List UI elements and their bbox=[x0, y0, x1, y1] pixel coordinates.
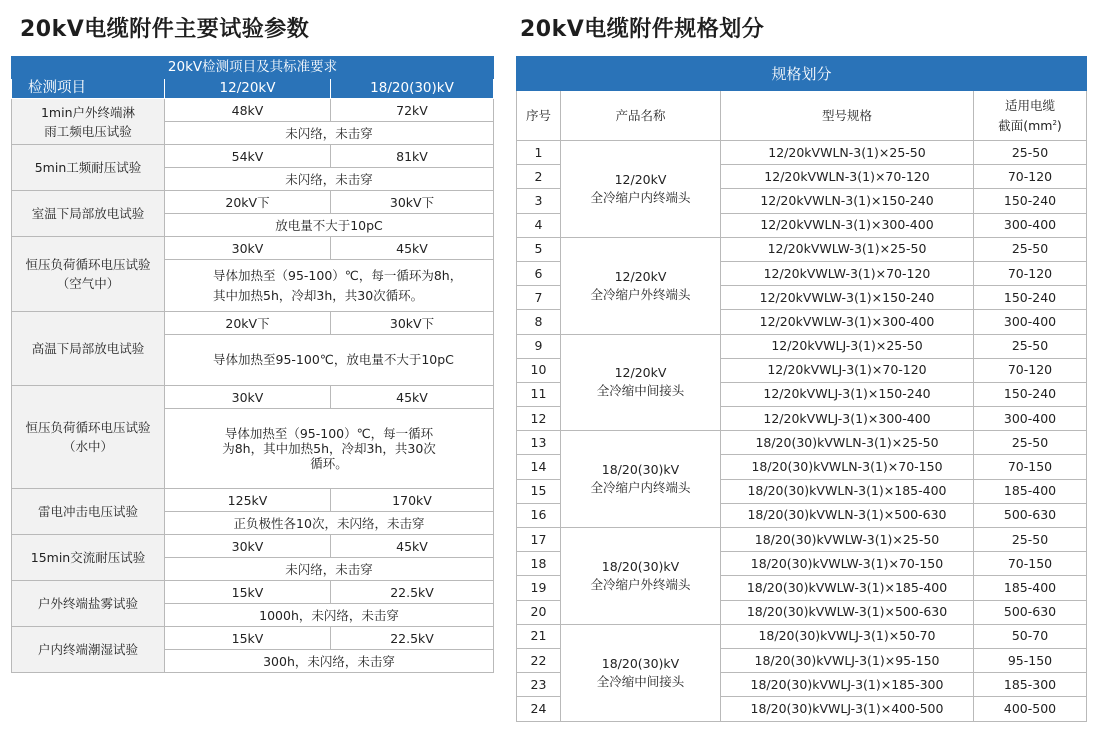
value-18-30kv: 45kV bbox=[331, 237, 494, 260]
text-line: 全冷缩户外终端头 bbox=[590, 286, 691, 302]
value-18-30kv: 170kV bbox=[331, 489, 494, 512]
product-name bbox=[561, 528, 721, 625]
text-line: 室温下局部放电试验 bbox=[31, 206, 145, 221]
section-cell: 300-400 bbox=[974, 213, 1087, 237]
text-line: 适用电缆 bbox=[1005, 97, 1056, 113]
header-row bbox=[517, 91, 1087, 141]
test-name bbox=[12, 312, 165, 386]
text-line: 全冷缩户内终端头 bbox=[590, 480, 691, 496]
seq-cell: 21 bbox=[517, 624, 561, 648]
text-line: 雨工频电压试验 bbox=[44, 123, 132, 139]
column-header: 12/20kV bbox=[165, 79, 331, 99]
caption-row bbox=[517, 57, 1087, 91]
table-row bbox=[517, 237, 1087, 261]
text-line: 正负极性各10次，未闪络，未击穿 bbox=[233, 515, 425, 531]
model-cell: 12/20kVWLN-3(1)×25-50 bbox=[721, 141, 974, 165]
text-line: 1min户外终端淋 bbox=[40, 104, 136, 120]
text-line: 户外终端盐雾试验 bbox=[37, 596, 138, 611]
seq-cell: 3 bbox=[517, 189, 561, 213]
test-name bbox=[12, 191, 165, 237]
seq-cell: 20 bbox=[517, 600, 561, 624]
value-12-20kv: 20kV下 bbox=[165, 312, 331, 335]
value-12-20kv: 15kV bbox=[165, 581, 331, 604]
text-line: 12/20kV bbox=[614, 268, 667, 284]
model-cell: 12/20kVWLN-3(1)×150-240 bbox=[721, 189, 974, 213]
seq-cell: 8 bbox=[517, 310, 561, 334]
text-line: ) bbox=[1056, 117, 1062, 133]
product-name bbox=[561, 431, 721, 528]
table-caption: 20kV检测项目及其标准要求 bbox=[12, 57, 494, 79]
test-name bbox=[12, 581, 165, 627]
table-row bbox=[12, 386, 494, 409]
spec-classification-table bbox=[516, 56, 1087, 722]
table-row bbox=[12, 627, 494, 650]
value-12-20kv: 30kV bbox=[165, 386, 331, 409]
seq-cell: 9 bbox=[517, 334, 561, 358]
value-12-20kv: 30kV bbox=[165, 237, 331, 260]
section-cell: 185-400 bbox=[974, 479, 1087, 503]
product-name bbox=[561, 237, 721, 334]
model-cell: 18/20(30)kVWLW-3(1)×185-400 bbox=[721, 576, 974, 600]
model-cell: 12/20kVWLJ-3(1)×300-400 bbox=[721, 407, 974, 431]
seq-cell: 15 bbox=[517, 479, 561, 503]
text-line: 12/20kV bbox=[614, 365, 667, 381]
column-header-section bbox=[974, 91, 1087, 141]
column-header-product: 产品名称 bbox=[561, 91, 721, 141]
text-line: 循环。 bbox=[310, 456, 348, 471]
model-cell: 18/20(30)kVWLJ-3(1)×185-300 bbox=[721, 673, 974, 697]
text-line: 全冷缩中间接头 bbox=[596, 673, 685, 689]
seq-cell: 16 bbox=[517, 503, 561, 527]
model-cell: 18/20(30)kVWLN-3(1)×185-400 bbox=[721, 479, 974, 503]
requirement-note bbox=[165, 604, 494, 627]
test-name bbox=[12, 99, 165, 145]
text-line: 未闪络，未击穿 bbox=[285, 125, 373, 141]
text-line: 12/20kV bbox=[614, 171, 667, 187]
value-12-20kv: 54kV bbox=[165, 145, 331, 168]
model-cell: 18/20(30)kVWLJ-3(1)×50-70 bbox=[721, 624, 974, 648]
requirement-note bbox=[165, 214, 494, 237]
section-cell: 50-70 bbox=[974, 624, 1087, 648]
section-cell: 400-500 bbox=[974, 697, 1087, 721]
section-cell: 150-240 bbox=[974, 189, 1087, 213]
table-row bbox=[517, 624, 1087, 648]
caption-row bbox=[12, 57, 494, 79]
seq-cell: 10 bbox=[517, 358, 561, 382]
section-cell: 500-630 bbox=[974, 600, 1087, 624]
seq-cell: 17 bbox=[517, 528, 561, 552]
value-18-30kv: 45kV bbox=[331, 535, 494, 558]
seq-cell: 7 bbox=[517, 286, 561, 310]
seq-cell: 19 bbox=[517, 576, 561, 600]
table-caption: 规格划分 bbox=[517, 57, 1087, 91]
table-row bbox=[12, 489, 494, 512]
requirement-note bbox=[165, 122, 494, 145]
text-line: （水中） bbox=[62, 439, 113, 454]
seq-cell: 24 bbox=[517, 697, 561, 721]
test-name bbox=[12, 535, 165, 581]
text-line: 全冷缩户内终端头 bbox=[590, 189, 691, 205]
seq-cell: 2 bbox=[517, 165, 561, 189]
product-name bbox=[561, 141, 721, 238]
model-cell: 18/20(30)kVWLN-3(1)×70-150 bbox=[721, 455, 974, 479]
section-cell: 70-120 bbox=[974, 358, 1087, 382]
text-line: 18/20(30)kV bbox=[601, 462, 680, 478]
text-line: 未闪络，未击穿 bbox=[285, 561, 373, 577]
text-line: 300h，未闪络，未击穿 bbox=[263, 653, 395, 669]
seq-cell: 14 bbox=[517, 455, 561, 479]
column-header: 18/20(30)kV bbox=[331, 79, 494, 99]
value-18-30kv: 81kV bbox=[331, 145, 494, 168]
model-cell: 18/20(30)kVWLJ-3(1)×400-500 bbox=[721, 697, 974, 721]
text-line: 为8h，其中加热5h，冷却3h，共30次 bbox=[222, 441, 436, 456]
value-12-20kv: 48kV bbox=[165, 99, 331, 122]
header-row bbox=[12, 79, 494, 99]
section-cell: 25-50 bbox=[974, 528, 1087, 552]
table-row bbox=[12, 535, 494, 558]
table-row bbox=[12, 312, 494, 335]
text-line: 高温下局部放电试验 bbox=[31, 341, 145, 356]
column-header-seq: 序号 bbox=[517, 91, 561, 141]
model-cell: 12/20kVWLJ-3(1)×70-120 bbox=[721, 358, 974, 382]
section-cell: 300-400 bbox=[974, 310, 1087, 334]
requirement-note bbox=[165, 260, 494, 312]
test-parameters-table bbox=[11, 56, 494, 673]
model-cell: 18/20(30)kVWLW-3(1)×70-150 bbox=[721, 552, 974, 576]
table-row bbox=[12, 99, 494, 122]
model-cell: 12/20kVWLJ-3(1)×25-50 bbox=[721, 334, 974, 358]
requirement-note bbox=[165, 409, 494, 489]
value-12-20kv: 20kV下 bbox=[165, 191, 331, 214]
seq-cell: 23 bbox=[517, 673, 561, 697]
table-row bbox=[517, 431, 1087, 455]
value-18-30kv: 22.5kV bbox=[331, 627, 494, 650]
table-row bbox=[12, 145, 494, 168]
left-heading: 20kV电缆附件主要试验参数 bbox=[20, 17, 310, 42]
value-12-20kv: 30kV bbox=[165, 535, 331, 558]
model-cell: 12/20kVWLW-3(1)×150-240 bbox=[721, 286, 974, 310]
section-cell: 70-150 bbox=[974, 455, 1087, 479]
table-row bbox=[517, 334, 1087, 358]
seq-cell: 12 bbox=[517, 407, 561, 431]
section-cell: 150-240 bbox=[974, 286, 1087, 310]
text-line: 放电量不大于10pC bbox=[275, 217, 383, 233]
seq-cell: 13 bbox=[517, 431, 561, 455]
section-cell: 300-400 bbox=[974, 407, 1087, 431]
requirement-note bbox=[165, 335, 494, 386]
requirement-note bbox=[165, 558, 494, 581]
text-line: 导体加热至95-100℃，放电量不大于10pC bbox=[213, 352, 454, 367]
column-header: 检测项目 bbox=[12, 79, 165, 99]
section-cell: 25-50 bbox=[974, 237, 1087, 261]
right-heading: 20kV电缆附件规格划分 bbox=[520, 17, 765, 42]
model-cell: 18/20(30)kVWLN-3(1)×25-50 bbox=[721, 431, 974, 455]
requirement-note bbox=[165, 512, 494, 535]
test-name bbox=[12, 489, 165, 535]
text-line: 未闪络，未击穿 bbox=[285, 171, 373, 187]
seq-cell: 6 bbox=[517, 261, 561, 285]
seq-cell: 22 bbox=[517, 648, 561, 672]
model-cell: 12/20kVWLW-3(1)×25-50 bbox=[721, 237, 974, 261]
model-cell: 12/20kVWLW-3(1)×300-400 bbox=[721, 310, 974, 334]
model-cell: 12/20kVWLW-3(1)×70-120 bbox=[721, 261, 974, 285]
model-cell: 18/20(30)kVWLN-3(1)×500-630 bbox=[721, 503, 974, 527]
seq-cell: 5 bbox=[517, 237, 561, 261]
section-cell: 25-50 bbox=[974, 141, 1087, 165]
section-cell: 70-150 bbox=[974, 552, 1087, 576]
section-cell: 70-120 bbox=[974, 261, 1087, 285]
seq-cell: 18 bbox=[517, 552, 561, 576]
test-name bbox=[12, 237, 165, 312]
superscript: 2 bbox=[1052, 118, 1057, 127]
section-cell: 70-120 bbox=[974, 165, 1087, 189]
value-12-20kv: 125kV bbox=[165, 489, 331, 512]
text-line: 导体加热至（95-100）℃，每一循环为8h， bbox=[213, 267, 463, 283]
model-cell: 18/20(30)kVWLW-3(1)×25-50 bbox=[721, 528, 974, 552]
value-18-30kv: 72kV bbox=[331, 99, 494, 122]
model-cell: 18/20(30)kVWLJ-3(1)×95-150 bbox=[721, 648, 974, 672]
column-header-model: 型号规格 bbox=[721, 91, 974, 141]
text-line: （空气中） bbox=[56, 276, 120, 291]
section-cell: 150-240 bbox=[974, 382, 1087, 406]
text-line: 其中加热5h，冷却3h，共30次循环。 bbox=[213, 287, 424, 303]
section-cell: 25-50 bbox=[974, 431, 1087, 455]
section-cell: 25-50 bbox=[974, 334, 1087, 358]
seq-cell: 4 bbox=[517, 213, 561, 237]
value-18-30kv: 30kV下 bbox=[331, 191, 494, 214]
table-row bbox=[517, 141, 1087, 165]
text-line: 全冷缩中间接头 bbox=[596, 383, 685, 399]
product-name bbox=[561, 624, 721, 721]
requirement-note bbox=[165, 168, 494, 191]
table-row bbox=[12, 237, 494, 260]
text-line: 截面(mm bbox=[998, 117, 1053, 133]
product-name bbox=[561, 334, 721, 431]
section-cell: 185-400 bbox=[974, 576, 1087, 600]
table-row bbox=[517, 528, 1087, 552]
text-line: 15min交流耐压试验 bbox=[30, 550, 146, 565]
test-name bbox=[12, 627, 165, 673]
text-line: 18/20(30)kV bbox=[601, 558, 680, 574]
test-name bbox=[12, 386, 165, 489]
value-18-30kv: 22.5kV bbox=[331, 581, 494, 604]
text-line: 5min工频耐压试验 bbox=[34, 160, 142, 175]
section-cell: 185-300 bbox=[974, 673, 1087, 697]
seq-cell: 11 bbox=[517, 382, 561, 406]
model-cell: 12/20kVWLN-3(1)×70-120 bbox=[721, 165, 974, 189]
seq-cell: 1 bbox=[517, 141, 561, 165]
text-line: 1000h，未闪络，未击穿 bbox=[259, 607, 399, 623]
requirement-note bbox=[165, 650, 494, 673]
model-cell: 12/20kVWLJ-3(1)×150-240 bbox=[721, 382, 974, 406]
value-18-30kv: 30kV下 bbox=[331, 312, 494, 335]
text-line: 18/20(30)kV bbox=[601, 655, 680, 671]
model-cell: 18/20(30)kVWLW-3(1)×500-630 bbox=[721, 600, 974, 624]
value-18-30kv: 45kV bbox=[331, 386, 494, 409]
text-line: 导体加热至（95-100）℃，每一循环 bbox=[224, 426, 434, 441]
model-cell: 12/20kVWLN-3(1)×300-400 bbox=[721, 213, 974, 237]
section-cell: 500-630 bbox=[974, 503, 1087, 527]
value-12-20kv: 15kV bbox=[165, 627, 331, 650]
table-row bbox=[12, 581, 494, 604]
text-line: 恒压负荷循环电压试验 bbox=[25, 257, 151, 272]
test-name bbox=[12, 145, 165, 191]
section-cell: 95-150 bbox=[974, 648, 1087, 672]
text-line: 恒压负荷循环电压试验 bbox=[25, 420, 151, 435]
text-line: 雷电冲击电压试验 bbox=[37, 504, 138, 519]
text-line: 户内终端潮湿试验 bbox=[37, 642, 138, 657]
text-line: 全冷缩户外终端头 bbox=[590, 576, 691, 592]
table-row bbox=[12, 191, 494, 214]
